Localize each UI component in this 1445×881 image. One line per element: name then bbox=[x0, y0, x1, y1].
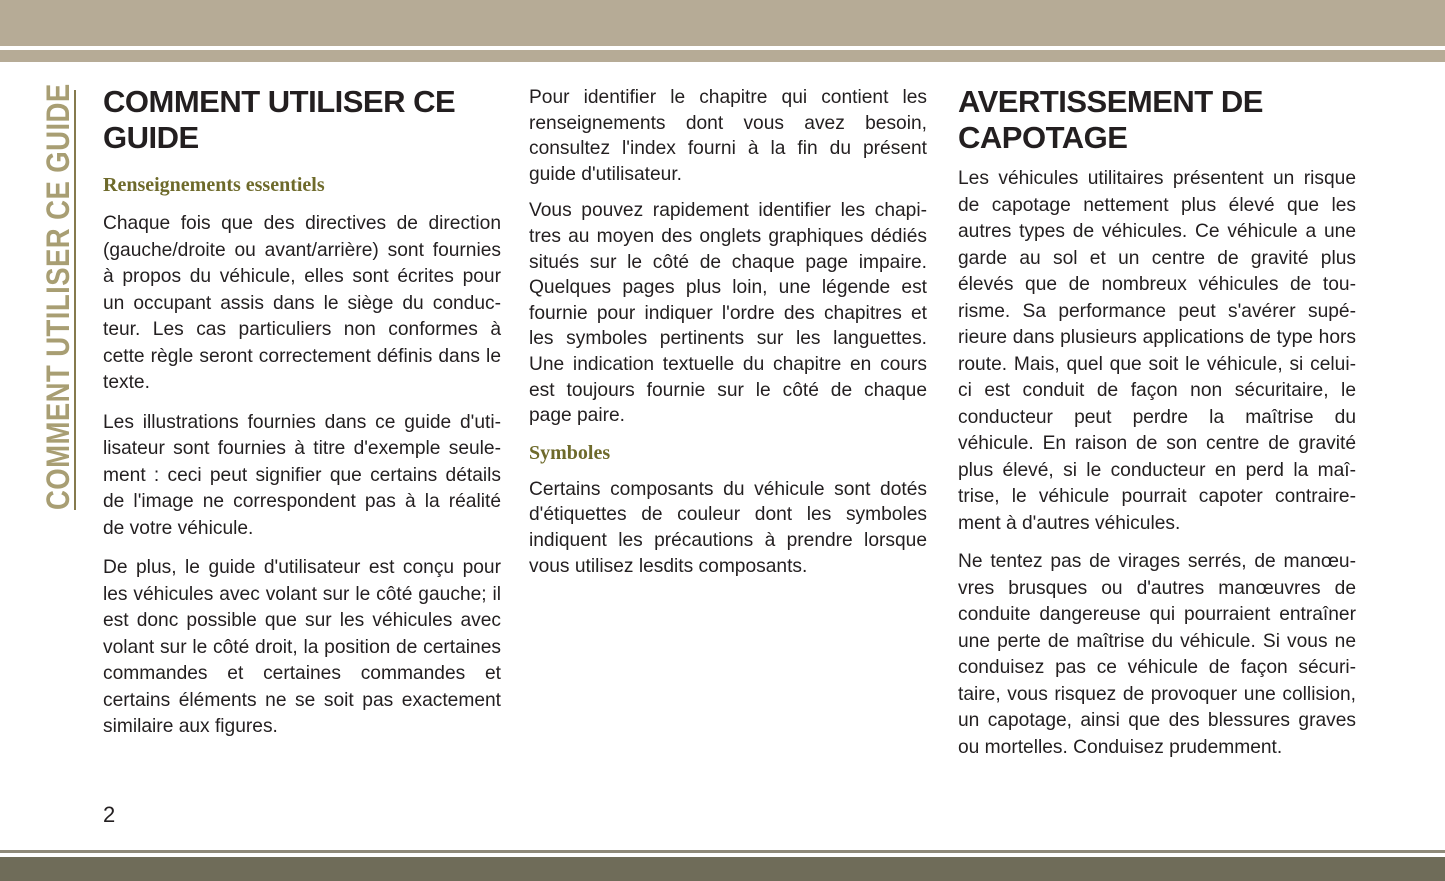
side-chapter-tab-label: COMMENT UTILISER CE GUIDE bbox=[40, 83, 76, 511]
subsection-title-essential-info: Renseignements essentiels bbox=[103, 174, 325, 196]
column-right bbox=[958, 84, 1356, 773]
column-middle bbox=[529, 85, 927, 590]
paragraph: Les illustrations fournies dans ce guide d'utilisateur sont fournies à titre d'exemple seulement : ceci peut signifier que certains détails de l'image ne correspondent pas à la réalité de votre véhicule. bbox=[103, 411, 501, 539]
header-rule bbox=[0, 50, 1445, 62]
page-number: 2 bbox=[103, 802, 116, 827]
column-left bbox=[103, 84, 501, 754]
section-title-how-to-use: COMMENT UTILISER CE GUIDE bbox=[103, 84, 456, 155]
paragraph: De plus, le guide d'utilisateur est conçu pour les véhicules avec volant sur le côté gauche; il est donc possible que sur les véhicules avec volant sur le côté droit, la position de certaines commandes et certaines commandes et certains éléments ne se soit pas exactement similaire aux figures. bbox=[103, 557, 501, 737]
paragraph: Pour identifier le chapitre qui contient les renseignements dont vous avez besoin, consultez l'index fourni à la fin du présent guide d'utilisateur. bbox=[529, 87, 927, 185]
section-title-rollover-warning: AVERTISSEMENT DE CAPOTAGE bbox=[958, 84, 1263, 155]
paragraph: Certains composants du véhicule sont dotés d'étiquettes de couleur dont les symboles indiquent les précautions à prendre lorsque vous utilisez lesdits composants. bbox=[529, 478, 927, 577]
paragraph: Les véhicules utilitaires présentent un risque de capotage nettement plus élevé que les autres types de véhicules. Ce véhicule a une garde au sol et un centre de gravité plus élevés que de nombreux véhicules de tourisme. Sa performance peut s'avérer supérieure dans plusieurs applications de type hors route. Mais, quel que soit le véhicule, si celui-ci est conduit de façon non sécuritaire, le conducteur peut perdre la maîtrise du véhicule. En raison de son centre de gravité plus élevé, si le conducteur en perd la maîtrise, le véhicule pourrait capoter contrairement à d'autres véhicules. bbox=[958, 168, 1356, 534]
paragraph: Ne tentez pas de virages serrés, de manœuvres brusques ou d'autres manœuvres de conduite dangereuse qui pourraient entraîner une perte de maîtrise du véhicule. Si vous ne conduisez pas ce véhicule de façon sécuritaire, vous risquez de provoquer une collision, un capotage, ainsi que des blessures graves ou mortelles. Conduisez prudemment. bbox=[958, 551, 1356, 758]
paragraph: Vous pouvez rapidement identifier les chapitres au moyen des onglets graphiques dédiés situés sur le côté de chaque page impaire. Quelques pages plus loin, une légende est fournie pour indiquer l'ordre des chapitres et les symboles pertinents sur les languettes. Une indication textuelle du chapitre en cours est toujours fournie sur le côté de chaque page paire. bbox=[529, 200, 927, 427]
subsection-title-symbols: Symboles bbox=[529, 441, 611, 464]
footer-rule bbox=[0, 850, 1445, 853]
header-band bbox=[0, 0, 1445, 46]
paragraph: Chaque fois que des directives de direction (gauche/droite ou avant/arrière) sont fournies à propos du véhicule, elles sont écrites pour un occupant assis dans le siège du conducteur. Les cas particuliers non conformes à cette règle seront correctement définis dans le texte. bbox=[103, 213, 501, 393]
footer-band bbox=[0, 857, 1445, 881]
